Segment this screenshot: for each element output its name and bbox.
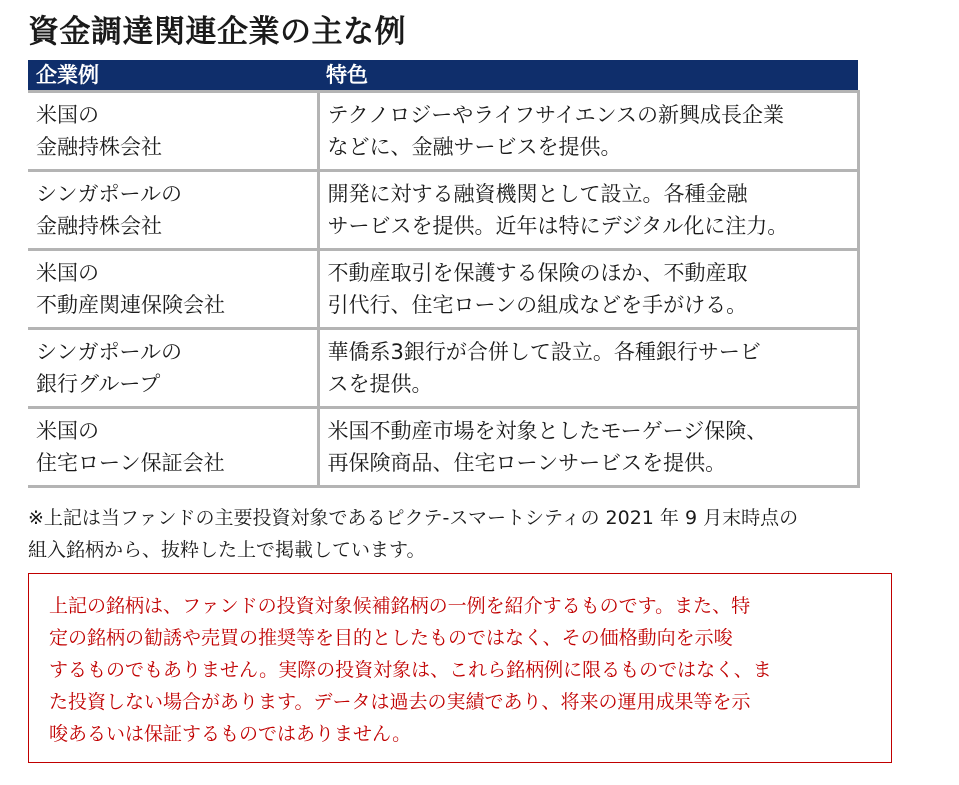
feature-line: 開発に対する融資機関として設立。各種金融 bbox=[327, 182, 748, 206]
feature-line: などに、金融サービスを提供。 bbox=[327, 135, 622, 159]
company-line: 銀行グループ bbox=[36, 372, 161, 396]
company-line: 米国の bbox=[36, 103, 99, 127]
feature-cell bbox=[318, 250, 858, 329]
feature-line: スを提供。 bbox=[327, 372, 433, 396]
company-line: 金融持株会社 bbox=[36, 214, 162, 238]
table-header-row bbox=[28, 60, 858, 92]
table-row bbox=[28, 92, 858, 171]
column-header-company: 企業例 bbox=[28, 60, 318, 92]
company-cell bbox=[28, 92, 318, 171]
table-row bbox=[28, 171, 858, 250]
page-title: 資金調達関連企業の主な例 bbox=[28, 14, 406, 50]
table-row bbox=[28, 250, 858, 329]
company-line: 住宅ローン保証会社 bbox=[36, 451, 225, 475]
feature-cell bbox=[318, 408, 858, 487]
column-header-feature: 特色 bbox=[318, 60, 858, 92]
disclaimer-line: 唆あるいは保証するものではありません。 bbox=[49, 723, 412, 745]
feature-line: 華僑系3銀行が合併して設立。各種銀行サービ bbox=[327, 340, 761, 364]
footnote-line: 組入銘柄から、抜粋した上で掲載しています。 bbox=[28, 539, 426, 561]
feature-cell bbox=[318, 92, 858, 171]
company-line: 米国の bbox=[36, 419, 99, 443]
company-cell bbox=[28, 171, 318, 250]
company-cell bbox=[28, 329, 318, 408]
feature-line: 再保険商品、住宅ローンサービスを提供。 bbox=[327, 451, 727, 475]
disclaimer-line: するものでもありません。実際の投資対象は、これら銘柄例に限るものではなく、ま bbox=[49, 659, 772, 681]
disclaimer-line: た投資しない場合があります。データは過去の実績であり、将来の運用成果等を示 bbox=[49, 691, 751, 713]
feature-cell bbox=[318, 171, 858, 250]
footnote-line: ※上記は当ファンドの主要投資対象であるピクテ-スマートシティの 2021 年 9 月末時点の bbox=[28, 507, 799, 529]
table-row bbox=[28, 329, 858, 408]
company-examples-table bbox=[28, 60, 860, 488]
company-cell bbox=[28, 408, 318, 487]
table-row bbox=[28, 408, 858, 487]
disclaimer-line: 定の銘柄の勧誘や売買の推奨等を目的としたものではなく、その価格動向を示唆 bbox=[49, 627, 733, 649]
company-cell bbox=[28, 250, 318, 329]
company-line: 不動産関連保険会社 bbox=[36, 293, 225, 317]
disclaimer-line: 上記の銘柄は、ファンドの投資対象候補銘柄の一例を紹介するものです。また、特 bbox=[49, 595, 751, 617]
feature-line: 米国不動産市場を対象としたモーゲージ保険、 bbox=[327, 419, 768, 443]
feature-line: テクノロジーやライフサイエンスの新興成長企業 bbox=[327, 103, 785, 127]
disclaimer-box bbox=[28, 573, 892, 763]
company-line: 米国の bbox=[36, 261, 99, 285]
footnote bbox=[28, 502, 928, 566]
feature-cell bbox=[318, 329, 858, 408]
company-line: 金融持株会社 bbox=[36, 135, 162, 159]
company-line: シンガポールの bbox=[36, 182, 183, 206]
company-line: シンガポールの bbox=[36, 340, 183, 364]
feature-line: 引代行、住宅ローンの組成などを手がける。 bbox=[327, 293, 748, 317]
feature-line: サービスを提供。近年は特にデジタル化に注力。 bbox=[327, 214, 789, 238]
feature-line: 不動産取引を保護する保険のほか、不動産取 bbox=[327, 261, 748, 285]
